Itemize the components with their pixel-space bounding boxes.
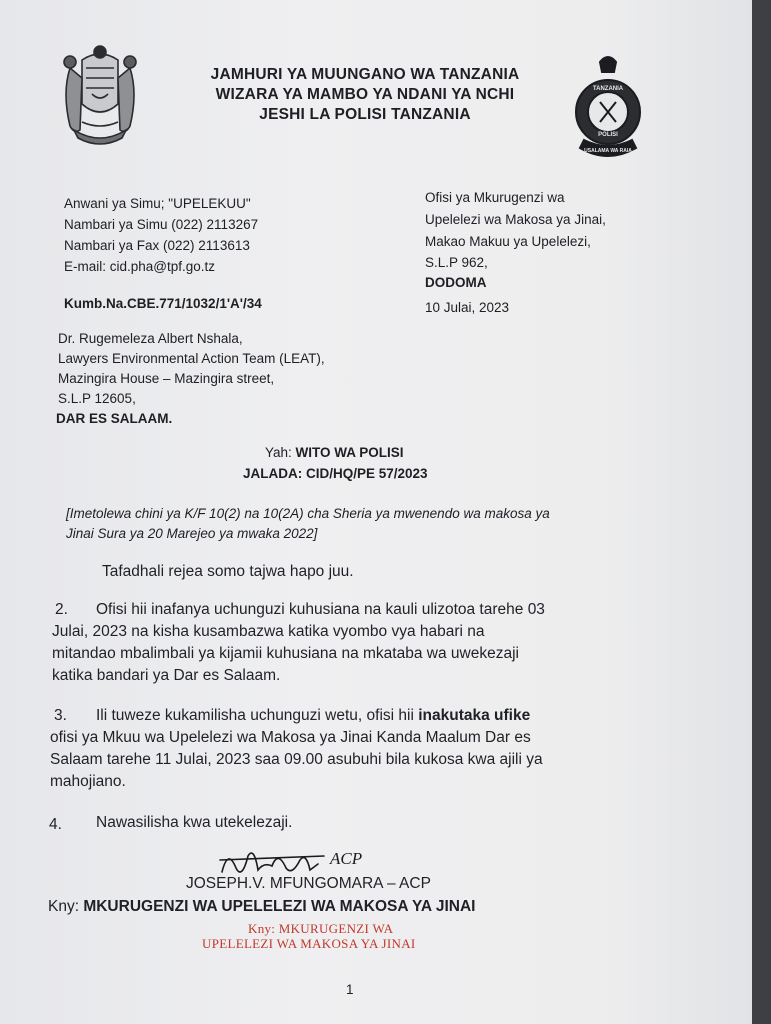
paragraph-3-line-3: Salaam tarehe 11 Julai, 2023 saa 09.00 asubuhi bila kukosa kwa ajili ya <box>50 751 543 768</box>
subject-prefix: Yah: <box>265 445 292 460</box>
recipient-po: S.L.P 12605, <box>58 391 136 406</box>
signature-acp: ACP <box>330 849 363 868</box>
header-line-3: JESHI LA POLISI TANZANIA <box>259 106 471 123</box>
page-number: 1 <box>346 982 354 997</box>
contact-phone: Nambari ya Simu (022) 2113267 <box>64 217 259 232</box>
paragraph-3-emphasis: inakutaka ufike <box>418 707 531 724</box>
paragraph-2-line-4: katika bandari ya Dar es Salaam. <box>52 667 281 684</box>
signatory-name: JOSEPH.V. MFUNGOMARA – ACP <box>186 875 431 892</box>
paragraph-2-line-2: Julai, 2023 na kisha kusambazwa katika vyombo vya habari na <box>52 623 485 640</box>
reference-number: Kumb.Na.CBE.771/1032/1'A'/34 <box>64 296 262 311</box>
emblem-motto-text: USALAMA WA RAIA <box>584 148 632 154</box>
office-line-1: Ofisi ya Mkurugenzi wa <box>425 190 565 205</box>
emblem-top-text: TANZANIA <box>592 86 624 92</box>
recipient-city: DAR ES SALAAM. <box>56 411 173 426</box>
contact-fax: Nambari ya Fax (022) 2113613 <box>64 238 250 253</box>
police-emblem-logo <box>566 52 650 164</box>
header-line-2: WIZARA YA MAMBO YA NDANI YA NCHI <box>215 86 515 103</box>
recipient-name: Dr. Rugemeleza Albert Nshala, <box>58 331 243 346</box>
contact-email: E-mail: cid.pha@tpf.go.tz <box>64 259 216 274</box>
emblem-mid-text: POLISI <box>598 132 618 138</box>
kny-title: MKURUGENZI WA UPELELEZI WA MAKOSA YA JINAI <box>83 898 476 915</box>
subject-file: JALADA: CID/HQ/PE 57/2023 <box>243 466 428 481</box>
paragraph-2-number: 2. <box>55 601 68 618</box>
coat-of-arms-logo <box>52 38 148 150</box>
office-line-2: Upelelezi wa Makosa ya Jinai, <box>425 212 606 227</box>
subject-title: WITO WA POLISI <box>295 445 404 460</box>
recipient-address: Mazingira House – Mazingira street, <box>58 371 275 386</box>
office-line-3: Makao Makuu ya Upelelezi, <box>425 234 591 249</box>
stamp-line-2: UPELELEZI WA MAKOSA YA JINAI <box>202 936 416 951</box>
contact-phone-address: Anwani ya Simu; "UPELEKUU" <box>64 196 251 211</box>
paragraph-2-line-1: Ofisi hii inafanya uchunguzi kuhusiana na kauli ulizotoa tarehe 03 <box>96 601 545 618</box>
subject-line <box>265 445 404 460</box>
paragraph-4-number: 4. <box>49 816 62 833</box>
paragraph-3-line-4: mahojiano. <box>50 773 126 790</box>
paragraph-4: Nawasilisha kwa utekelezaji. <box>96 814 293 831</box>
office-line-4: S.L.P 962, <box>425 255 488 270</box>
office-city: DODOMA <box>425 275 487 290</box>
paragraph-3-line-1 <box>96 707 530 725</box>
header-line-1: JAMHURI YA MUUNGANO WA TANZANIA <box>210 66 520 83</box>
paragraph-3-number: 3. <box>54 707 67 724</box>
stamp-line-1: Kny: MKURUGENZI WA <box>248 921 394 936</box>
recipient-org: Lawyers Environmental Action Team (LEAT), <box>58 351 325 366</box>
legal-note-line-1: [Imetolewa chini ya K/F 10(2) na 10(2A) cha Sheria ya mwenendo wa makosa ya <box>66 506 550 521</box>
paragraph-3-line-2: ofisi ya Mkuu wa Upelelezi wa Makosa ya Jinai Kanda Maalum Dar es <box>50 729 531 746</box>
letter-date: 10 Julai, 2023 <box>425 300 510 315</box>
paragraph-1: Tafadhali rejea somo tajwa hapo juu. <box>102 563 354 580</box>
kny-prefix: Kny: <box>48 898 80 915</box>
legal-note-line-2: Jinai Sura ya 20 Marejeo ya mwaka 2022] <box>66 526 318 541</box>
signatory-title <box>48 898 475 916</box>
paragraph-2-line-3: mitandao mbalimbali ya kijamii kuhusiana na mkataba wa uwekezaji <box>52 645 519 662</box>
paragraph-3-line-1a: Ili tuweze kukamilisha uchunguzi wetu, ofisi hii <box>96 707 419 724</box>
